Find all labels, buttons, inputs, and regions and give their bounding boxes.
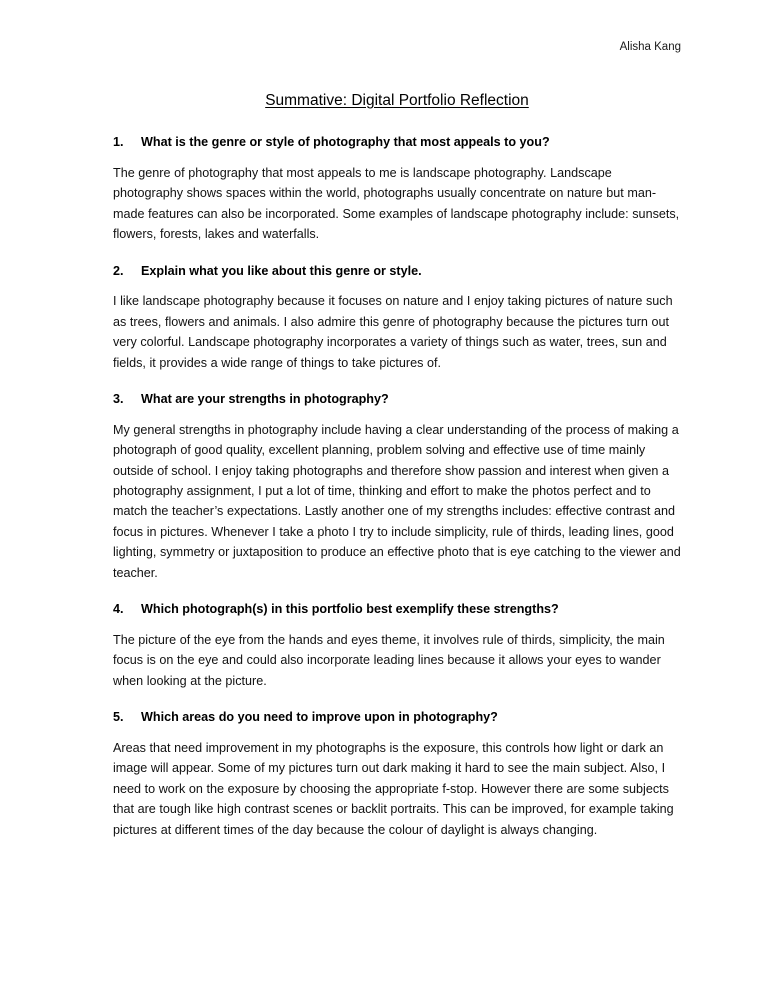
document-content xyxy=(113,40,681,857)
qa-block-2 xyxy=(113,262,681,373)
question-heading-3 xyxy=(113,390,681,409)
question-text-2: Explain what you like about this genre or style. xyxy=(141,263,422,278)
question-text-1: What is the genre or style of photography that most appeals to you? xyxy=(141,135,550,150)
question-number-3: 3. xyxy=(113,391,124,406)
qa-block-3 xyxy=(113,390,681,583)
qa-block-4 xyxy=(113,600,681,691)
qa-block-1 xyxy=(113,133,681,244)
answer-text-1: The genre of photography that most appeals to me is landscape photography. Landscape photography shows spaces within the world, photographs usually concentrate on nature but man-made features can also be incorporated. Some examples of landscape photography include: sunsets, flowers, forests, lakes and waterfalls. xyxy=(113,165,680,242)
question-number-1: 1. xyxy=(113,135,124,150)
document-author-header: Alisha Kang xyxy=(619,41,681,53)
question-text-4: Which photograph(s) in this portfolio best exemplify these strengths? xyxy=(141,602,559,616)
answer-text-4: The picture of the eye from the hands and eyes theme, it involves rule of thirds, simplicity, the main focus is on the eye and could also incorporate leading lines because it allows your eyes to wander when looking at the picture. xyxy=(113,632,665,688)
question-text-3: What are your strengths in photography? xyxy=(141,391,389,406)
page-title-text: Summative: Digital Portfolio Reflection xyxy=(265,91,529,109)
question-text-5: Which areas do you need to improve upon in photography? xyxy=(141,710,498,725)
question-heading-2 xyxy=(113,262,681,281)
qa-block-5 xyxy=(113,708,681,840)
question-heading-1 xyxy=(113,133,681,152)
question-number-5: 5. xyxy=(113,710,124,725)
question-number-2: 2. xyxy=(113,263,124,278)
question-heading-4 xyxy=(113,600,681,619)
question-number-4: 4. xyxy=(113,602,124,616)
question-heading-5 xyxy=(113,708,681,727)
answer-text-5: Areas that need improvement in my photographs is the exposure, this controls how light or dark an image will appear. Some of my pictures turn out dark making it hard to see the main subject. Also, I need to work on the exposure by choosing the appropriate f-stop. However there are some subjects that are tough like high contrast scenes or backlit portraits. This can be improved, for example taking pictures at different times of the day because the colour of daylight is always changing. xyxy=(113,740,674,837)
page-title xyxy=(113,91,681,111)
answer-text-3: My general strengths in photography include having a clear understanding of the process of making a photograph of good quality, excellent planning, problem solving and effective use of time mainly outside of school. I enjoy taking photographs and therefore show passion and interest when given a photography assignment, I put a lot of time, thinking and effort to make the photos perfect and to match the teacher’s expectations. Lastly another one of my strengths includes: effective contrast and focus in pictures. Whenever I take a photo I try to include simplicity, rule of thirds, leading lines, good lighting, symmetry or juxtaposition to produce an effective photo that is eye catching to the viewer and teacher. xyxy=(113,422,681,580)
answer-text-2: I like landscape photography because it focuses on nature and I enjoy taking pictures of nature such as trees, flowers and animals. I also admire this genre of photography because the pictures turn out very colorful. Landscape photography incorporates a variety of things such as water, trees, sun and fields, it provides a wide range of things to take pictures of. xyxy=(113,294,673,370)
